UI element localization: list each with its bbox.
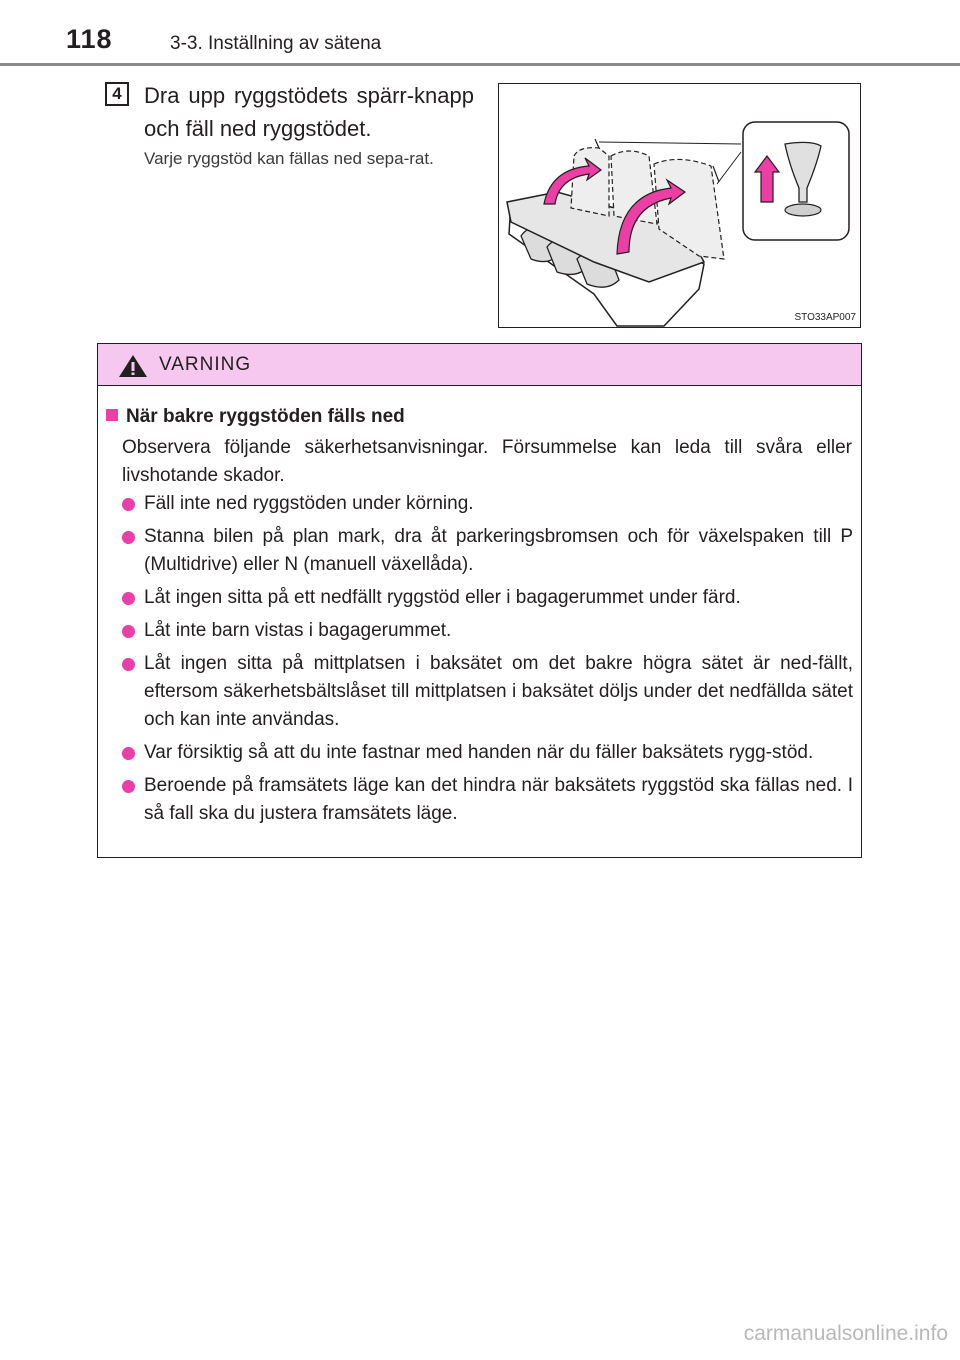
warning-intro: Observera följande säkerhetsanvisningar. Försummelse kan leda till svåra eller livshotande skador.: [122, 437, 852, 486]
seat-fold-illustration-icon: [499, 84, 862, 329]
warning-heading-text: När bakre ryggstöden fälls ned: [126, 406, 405, 427]
warning-bullet: Låt inte barn vistas i bagagerummet.: [122, 617, 853, 645]
warning-triangle-icon: [118, 354, 148, 378]
step-note: Varje ryggstöd kan fällas ned sepa-rat.: [144, 149, 434, 168]
page-number: 118: [66, 24, 113, 54]
warning-bullet: Fäll inte ned ryggstöden under körning.: [122, 490, 853, 518]
bullet-dot-icon: [122, 531, 135, 544]
step-title: Dra upp ryggstödets spärr-knapp och fäll ned ryggstödet.: [144, 83, 474, 141]
bullet-dot-icon: [122, 658, 135, 671]
section-title: 3-3. Inställning av sätena: [170, 33, 382, 54]
step-number-badge: 4: [105, 82, 129, 106]
bullet-dot-icon: [122, 780, 135, 793]
warning-bullet: Låt ingen sitta på ett nedfällt ryggstöd eller i bagagerummet under färd.: [122, 584, 853, 612]
seat-fold-figure: [498, 83, 861, 328]
bullet-dot-icon: [122, 747, 135, 760]
square-bullet-icon: [106, 409, 118, 421]
warning-bullet: Var försiktig så att du inte fastnar med handen när du fäller baksätets rygg-stöd.: [122, 739, 853, 767]
warning-heading: [106, 406, 405, 428]
header-divider: [0, 63, 960, 66]
warning-header: [98, 344, 861, 386]
bullet-dot-icon: [122, 592, 135, 605]
warning-bullet: Låt ingen sitta på mittplatsen i baksätet om det bakre högra sätet är ned-fällt, eftersom säkerhetsbältslåset till mittplatsen i baksätet döljs under det nedfällda sätet och kan inte användas.: [122, 650, 853, 734]
figure-code: STO33AP007: [794, 312, 856, 323]
watermark: carmanualsonline.info: [743, 1322, 948, 1345]
bullet-dot-icon: [122, 498, 135, 511]
warning-bullet: Beroende på framsätets läge kan det hindra när baksätets ryggstöd ska fällas ned. I så fall ska du justera framsätets läge.: [122, 772, 853, 828]
warning-bullet: Stanna bilen på plan mark, dra åt parkeringsbromsen och för växelspaken till P (Multidrive) eller N (manuell växellåda).: [122, 523, 853, 579]
bullet-dot-icon: [122, 625, 135, 638]
warning-bullet-list: [122, 490, 853, 833]
warning-box: [97, 343, 862, 858]
warning-label: VARNING: [159, 354, 252, 375]
